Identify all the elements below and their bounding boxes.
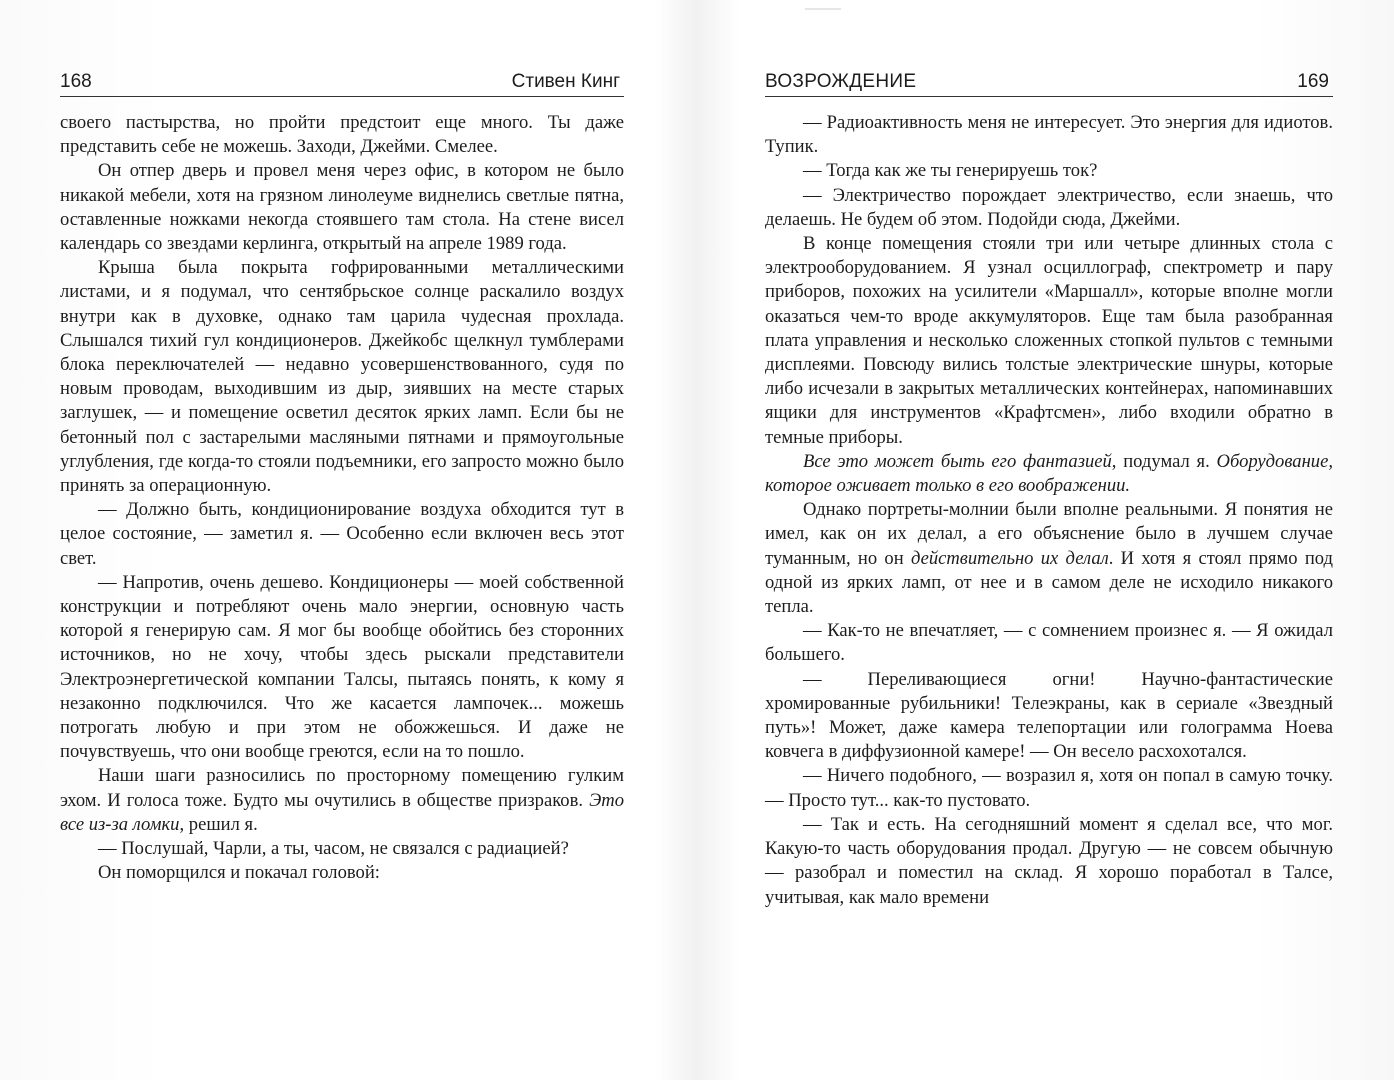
text-run: — Должно быть, кондиционирование воздуха обходится тут в целое состояние, — заметил я. — Особенно если включен весь этот свет. <box>60 499 624 569</box>
text-run: — Электричество порождает электричество, если знаешь, что делаешь. Не будем об этом. Подойди сюда, Джейми. <box>765 184 1333 230</box>
paragraph <box>765 111 1333 159</box>
text-run: , решил я. <box>179 813 258 835</box>
text-run: — Радиоактивность меня не интересует. Это энергия для идиотов. Тупик. <box>765 112 1333 158</box>
left-author-name: Стивен Кинг <box>511 71 620 92</box>
paragraph <box>765 184 1333 232</box>
paragraph <box>765 232 1333 450</box>
text-run: , подумал я. <box>1111 450 1217 472</box>
italic-text: Все это может быть его фантазией <box>803 450 1112 472</box>
italic-text: Это все из-за ломки <box>60 789 624 835</box>
paragraph <box>60 571 624 765</box>
text-run: Он отпер дверь и провел меня через офис, в котором не было никакой мебели, хотя на грязном линолеуме виднелись светлые пятна, оставленные ножками некогда стоявшего там стола. На стене висел календарь со звездами керлинга, открытый на апреле 1989 года. <box>60 160 624 255</box>
paragraph <box>765 498 1333 619</box>
paragraph <box>765 668 1333 765</box>
right-page-number: 169 <box>1297 71 1329 92</box>
right-body-text <box>765 111 1333 910</box>
left-body-text <box>60 111 624 886</box>
text-run: Крыша была покрыта гофрированными металлическими листами, и я подумал, что сентябрьское солнце раскалило воздух внутри как в духовке, однако там царила чудесная прохлада. Слышался тихий гул кондиционеров. Джейкобс щелкнул тумблерами блока переключателей — недавно усовершенствованного, судя по новым проводам, выходившим из дыр, зиявших на месте старых заглушек, — и помещение осветил десяток ярких ламп. Если бы не бетонный пол с застарелыми масляными пятнами и прямоугольные углубления, где когда-то стояли подъемники, его запросто можно было принять за операционную. <box>60 257 624 497</box>
paragraph <box>60 111 624 159</box>
text-run: Наши шаги разносились по просторному помещению гулким эхом. И голоса тоже. Будто мы очутились в обществе призраков. <box>60 765 624 811</box>
paragraph <box>60 837 624 861</box>
text-run: своего пастырства, но пройти предстоит еще много. Ты даже представить себе не можешь. Заходи, Джейми. Смелее. <box>60 112 624 158</box>
text-run: — Ничего подобного, — возразил я, хотя он попал в самую точку. — Просто тут... как-то пустовато. <box>765 765 1333 811</box>
left-running-head <box>60 62 624 97</box>
text-run: Он поморщился и покачал головой: <box>98 862 380 884</box>
italic-text: действительно их делал <box>910 547 1109 569</box>
paragraph <box>60 764 624 837</box>
paragraph <box>765 764 1333 812</box>
text-run: — Как-то не впечатляет, — с сомнением произнес я. — Я ожидал большего. <box>765 620 1333 666</box>
text-run: — Послушай, Чарли, а ты, часом, не связался с радиацией? <box>98 838 569 860</box>
text-run: В конце помещения стояли три или четыре длинных стола с электрооборудованием. Я узнал осциллограф, спектрометр и пару приборов, похожих на усилители «Маршалл», которые вполне могли оказаться чем-то вроде аккумуляторов. Еще там была разобранная плата управления и несколько сложенных стопкой пультов с темными дисплеями. Повсюду вились толстые электрические шнуры, которые либо исчезали в закрытых металлических контейнерах, напоминавших ящики для инструментов «Крафтсмен», либо входили обратно в темные приборы. <box>765 233 1333 448</box>
paragraph <box>765 450 1333 498</box>
italic-text: Оборудование, которое оживает только в его воображении. <box>765 450 1333 497</box>
paragraph <box>60 861 624 885</box>
paragraph <box>765 159 1333 183</box>
paragraph <box>765 813 1333 910</box>
text-run: . И хотя я стоял прямо под одной из ярких ламп, от нее и в самом деле не исходило никакого тепла. <box>765 547 1333 618</box>
text-run: — Переливающиеся огни! Научно-фантастические хромированные рубильники! Телеэкраны, как в сериале «Звездный путь»! Может, даже камера телепортации или голограмма Ноева ковчега в диффузионной камере! — Он весело расхохотался. <box>765 668 1333 763</box>
right-running-head <box>765 62 1333 97</box>
text-run: Однако портреты-молнии были вполне реальными. Я понятия не имел, как он их делал, а его объяснение было в лучшем случае туманным, но он <box>765 499 1333 569</box>
paragraph <box>60 498 624 571</box>
text-run: — Напротив, очень дешево. Кондиционеры — моей собственной конструкции и потребляют очень мало энергии, основную часть которой я генерирую сам. Я мог бы вообще обойтись без сторонних источников, но не хочу, чтобы здесь рыскали представители Электроэнергетической компании Талсы, пытаясь понять, к кому я незаконно подключился. Что же касается лампочек... можешь потрогать любую и при этом не обожжешься. И даже не почувствуешь, что они вообще греются, если на то пошло. <box>60 571 624 763</box>
paragraph <box>765 619 1333 667</box>
text-run: — Тогда как же ты генерируешь ток? <box>803 160 1098 182</box>
paragraph <box>60 256 624 498</box>
left-page-number: 168 <box>60 71 92 92</box>
paragraph <box>60 159 624 256</box>
right-book-title: ВОЗРОЖДЕНИЕ <box>765 71 917 92</box>
scan-mark <box>805 8 841 10</box>
right-page <box>765 62 1333 910</box>
left-page <box>60 62 624 886</box>
text-run: — Так и есть. На сегодняшний момент я сделал все, что мог. Какую-то часть оборудования продал. Другую — не совсем обычную — разобрал и поместил на склад. Я хорошо поработал в Талсе, учитывая, как мало времени <box>765 813 1333 908</box>
